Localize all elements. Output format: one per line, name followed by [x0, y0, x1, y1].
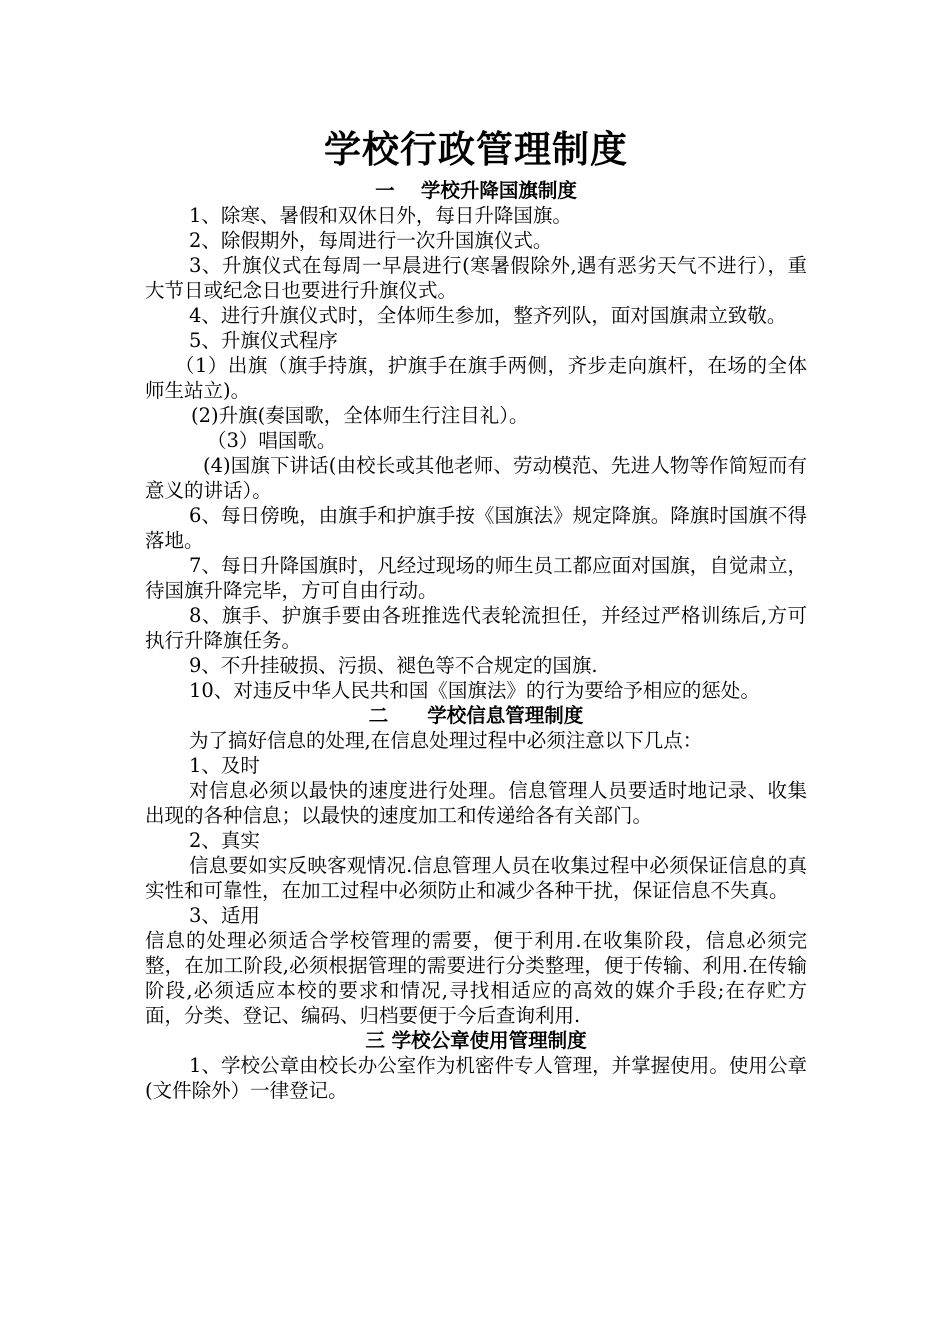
paragraph: 为了搞好信息的处理,在信息处理过程中必须注意以下几点：: [189, 729, 703, 752]
paragraph: 信息要如实反映客观情况.信息管理人员在收集过程中必须保证信息的真实性和可靠性，在加工过程中必须防止和减少各种干扰，保证信息不失真。: [145, 854, 807, 902]
paragraph: 1、及时: [189, 754, 260, 777]
section-heading: 二 学校信息管理制度: [368, 704, 584, 727]
paragraph: （3）唱国歌。: [207, 429, 337, 452]
paragraph: 9、不升挂破损、污损、褪色等不合规定的国旗.: [189, 654, 598, 677]
section-heading: 一 学校升降国旗制度: [375, 179, 577, 202]
paragraph: 10、对违反中华人民共和国《国旗法》的行为要给予相应的惩处。: [189, 679, 760, 702]
document-body: [145, 122, 807, 1103]
paragraph: 3、适用: [189, 904, 260, 927]
paragraph: 1、学校公章由校长办公室作为机密件专人管理，并掌握使用。使用公章(文件除外）一律登记。: [145, 1054, 807, 1102]
paragraph: 对信息必须以最快的速度进行处理。信息管理人员要适时地记录、收集出现的各种信息；以最快的速度加工和传递给各有关部门。: [145, 779, 807, 827]
section-heading: 三 学校公章使用管理制度: [365, 1029, 587, 1052]
paragraph: 3、升旗仪式在每周一早晨进行(寒暑假除外,遇有恶劣天气不进行），重大节日或纪念日也要进行升旗仪式。: [145, 254, 807, 302]
document-title: 学校行政管理制度: [324, 128, 628, 171]
paragraph: 信息的处理必须适合学校管理的需要，便于利用.在收集阶段，信息必须完整，在加工阶段,必须根据管理的需要进行分类整理，便于传输、利用.在传输阶段,必须适应本校的要求和情况,寻找相适应的高效的媒介手段;在存贮方面，分类、登记、编码、归档要便于今后查询利用.: [145, 929, 807, 1027]
paragraph: 6、每日傍晚，由旗手和护旗手按《国旗法》规定降旗。降旗时国旗不得落地。: [145, 504, 807, 552]
paragraph: 2、除假期外，每周进行一次升国旗仪式。: [189, 229, 553, 252]
paragraph: 7、每日升降国旗时，凡经过现场的师生员工都应面对国旗，自觉肃立，待国旗升降完毕，方可自由行动。: [145, 554, 807, 602]
paragraph: (2)升旗(奏国歌，全体师生行注目礼）。: [191, 404, 529, 427]
paragraph: 5、升旗仪式程序: [189, 329, 338, 352]
paragraph: 2、真实: [189, 829, 260, 852]
paragraph: 8、旗手、护旗手要由各班推选代表轮流担任，并经过严格训练后,方可执行升降旗任务。: [145, 604, 807, 652]
paragraph: 1、除寒、暑假和双休日外，每日升降国旗。: [189, 204, 572, 227]
paragraph: 4、进行升旗仪式时，全体师生参加，整齐列队，面对国旗肃立致敬。: [189, 304, 787, 327]
paragraph: （1）出旗（旗手持旗，护旗手在旗手两侧，齐步走向旗杆，在场的全体师生站立)。: [145, 354, 807, 402]
paragraph: (4)国旗下讲话(由校长或其他老师、劳动模范、先进人物等作简短而有意义的讲话）。: [145, 454, 807, 502]
